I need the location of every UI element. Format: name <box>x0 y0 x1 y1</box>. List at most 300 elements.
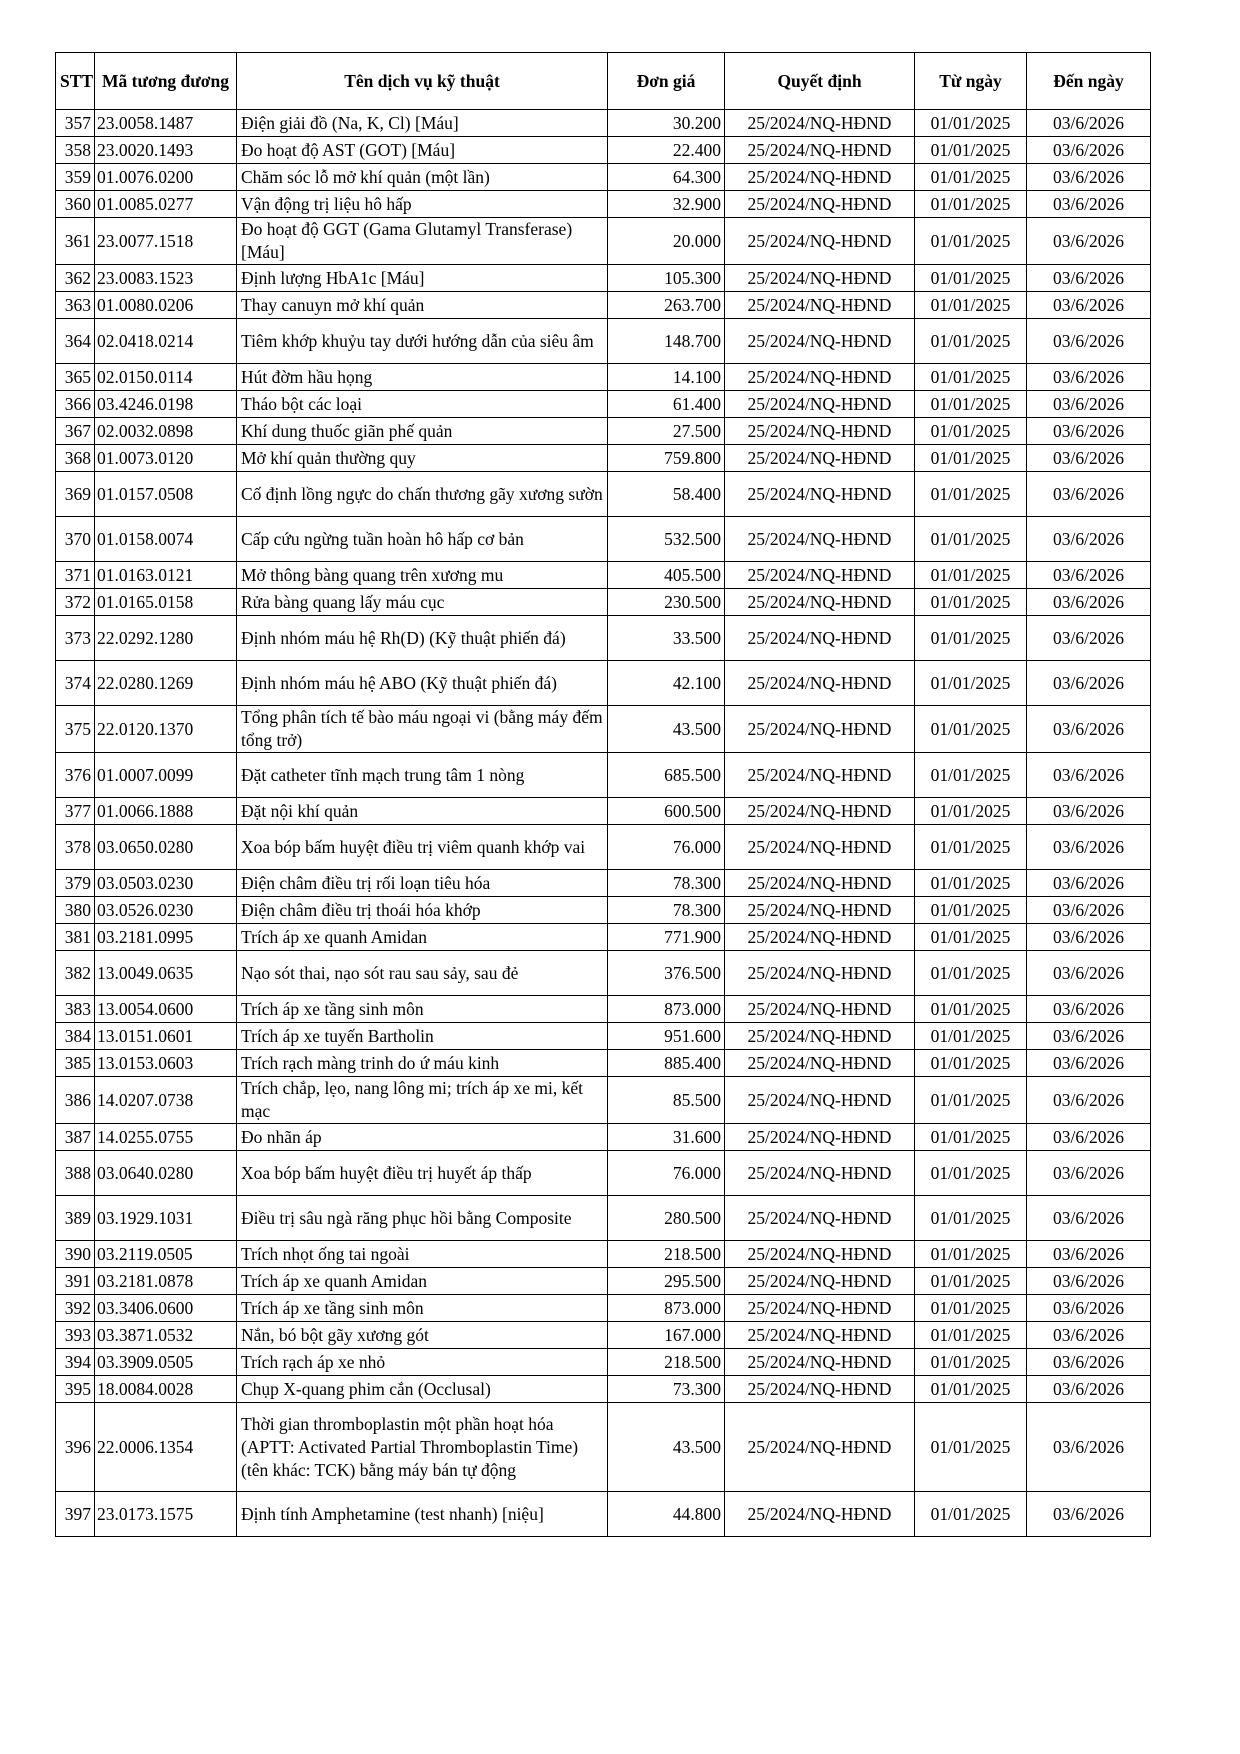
cell-code: 23.0020.1493 <box>95 137 237 164</box>
cell-to-date: 03/6/2026 <box>1027 616 1151 661</box>
table-row <box>56 191 1151 218</box>
header-name: Tên dịch vụ kỹ thuật <box>237 53 608 110</box>
cell-service-name: Chăm sóc lỗ mở khí quản (một lần) <box>237 164 608 191</box>
cell-decision: 25/2024/NQ-HĐND <box>725 1268 915 1295</box>
cell-stt: 388 <box>56 1151 95 1196</box>
cell-stt: 389 <box>56 1196 95 1241</box>
cell-to-date: 03/6/2026 <box>1027 319 1151 364</box>
table-row <box>56 706 1151 753</box>
cell-service-name: Đặt nội khí quản <box>237 798 608 825</box>
cell-decision: 25/2024/NQ-HĐND <box>725 1376 915 1403</box>
cell-stt: 362 <box>56 265 95 292</box>
cell-stt: 364 <box>56 319 95 364</box>
cell-to-date: 03/6/2026 <box>1027 825 1151 870</box>
cell-from-date: 01/01/2025 <box>915 1077 1027 1124</box>
cell-from-date: 01/01/2025 <box>915 110 1027 137</box>
cell-decision: 25/2024/NQ-HĐND <box>725 292 915 319</box>
cell-to-date: 03/6/2026 <box>1027 1124 1151 1151</box>
header-from: Từ ngày <box>915 53 1027 110</box>
cell-code: 23.0173.1575 <box>95 1492 237 1537</box>
cell-stt: 375 <box>56 706 95 753</box>
cell-stt: 365 <box>56 364 95 391</box>
cell-service-name: Điện châm điều trị rối loạn tiêu hóa <box>237 870 608 897</box>
cell-price: 78.300 <box>608 870 725 897</box>
cell-to-date: 03/6/2026 <box>1027 562 1151 589</box>
cell-service-name: Mở thông bàng quang trên xương mu <box>237 562 608 589</box>
table-row <box>56 589 1151 616</box>
cell-price: 873.000 <box>608 1295 725 1322</box>
cell-decision: 25/2024/NQ-HĐND <box>725 951 915 996</box>
cell-decision: 25/2024/NQ-HĐND <box>725 191 915 218</box>
cell-decision: 25/2024/NQ-HĐND <box>725 870 915 897</box>
table-row <box>56 418 1151 445</box>
table-row <box>56 1196 1151 1241</box>
cell-service-name: Trích rạch màng trinh do ứ máu kinh <box>237 1050 608 1077</box>
cell-stt: 391 <box>56 1268 95 1295</box>
cell-code: 22.0292.1280 <box>95 616 237 661</box>
table-row <box>56 1241 1151 1268</box>
cell-to-date: 03/6/2026 <box>1027 164 1151 191</box>
cell-price: 167.000 <box>608 1322 725 1349</box>
cell-to-date: 03/6/2026 <box>1027 1196 1151 1241</box>
cell-service-name: Trích áp xe quanh Amidan <box>237 1268 608 1295</box>
cell-stt: 393 <box>56 1322 95 1349</box>
cell-from-date: 01/01/2025 <box>915 1349 1027 1376</box>
cell-service-name: Xoa bóp bấm huyệt điều trị viêm quanh khớp vai <box>237 825 608 870</box>
cell-to-date: 03/6/2026 <box>1027 472 1151 517</box>
price-table <box>55 52 1151 1537</box>
cell-decision: 25/2024/NQ-HĐND <box>725 1124 915 1151</box>
cell-service-name: Tổng phân tích tế bào máu ngoại vi (bằng máy đếm tổng trở) <box>237 706 608 753</box>
cell-stt: 395 <box>56 1376 95 1403</box>
cell-service-name: Đo nhãn áp <box>237 1124 608 1151</box>
cell-stt: 386 <box>56 1077 95 1124</box>
cell-decision: 25/2024/NQ-HĐND <box>725 996 915 1023</box>
cell-service-name: Rửa bàng quang lấy máu cục <box>237 589 608 616</box>
cell-service-name: Đặt catheter tĩnh mạch trung tâm 1 nòng <box>237 753 608 798</box>
cell-price: 295.500 <box>608 1268 725 1295</box>
cell-price: 85.500 <box>608 1077 725 1124</box>
cell-code: 13.0049.0635 <box>95 951 237 996</box>
cell-from-date: 01/01/2025 <box>915 1322 1027 1349</box>
cell-to-date: 03/6/2026 <box>1027 1241 1151 1268</box>
cell-from-date: 01/01/2025 <box>915 661 1027 706</box>
cell-to-date: 03/6/2026 <box>1027 1151 1151 1196</box>
table-row <box>56 137 1151 164</box>
cell-to-date: 03/6/2026 <box>1027 798 1151 825</box>
cell-from-date: 01/01/2025 <box>915 1196 1027 1241</box>
table-row <box>56 1295 1151 1322</box>
cell-stt: 377 <box>56 798 95 825</box>
cell-service-name: Đo hoạt độ AST (GOT) [Máu] <box>237 137 608 164</box>
cell-decision: 25/2024/NQ-HĐND <box>725 1023 915 1050</box>
cell-from-date: 01/01/2025 <box>915 364 1027 391</box>
cell-code: 02.0150.0114 <box>95 364 237 391</box>
table-body <box>56 110 1151 1537</box>
cell-price: 148.700 <box>608 319 725 364</box>
cell-from-date: 01/01/2025 <box>915 137 1027 164</box>
cell-code: 03.0526.0230 <box>95 897 237 924</box>
cell-service-name: Cố định lồng ngực do chấn thương gãy xương sườn <box>237 472 608 517</box>
cell-from-date: 01/01/2025 <box>915 1295 1027 1322</box>
cell-from-date: 01/01/2025 <box>915 445 1027 472</box>
cell-decision: 25/2024/NQ-HĐND <box>725 1492 915 1537</box>
cell-service-name: Mở khí quản thường quy <box>237 445 608 472</box>
cell-from-date: 01/01/2025 <box>915 164 1027 191</box>
cell-from-date: 01/01/2025 <box>915 1403 1027 1492</box>
cell-decision: 25/2024/NQ-HĐND <box>725 825 915 870</box>
cell-stt: 374 <box>56 661 95 706</box>
cell-decision: 25/2024/NQ-HĐND <box>725 897 915 924</box>
cell-from-date: 01/01/2025 <box>915 517 1027 562</box>
cell-stt: 392 <box>56 1295 95 1322</box>
cell-decision: 25/2024/NQ-HĐND <box>725 472 915 517</box>
cell-from-date: 01/01/2025 <box>915 1376 1027 1403</box>
cell-decision: 25/2024/NQ-HĐND <box>725 1050 915 1077</box>
cell-code: 22.0120.1370 <box>95 706 237 753</box>
cell-code: 23.0077.1518 <box>95 218 237 265</box>
cell-from-date: 01/01/2025 <box>915 292 1027 319</box>
table-row <box>56 292 1151 319</box>
cell-price: 376.500 <box>608 951 725 996</box>
cell-code: 03.0503.0230 <box>95 870 237 897</box>
cell-stt: 373 <box>56 616 95 661</box>
document-page <box>55 52 1150 1537</box>
table-row <box>56 164 1151 191</box>
cell-stt: 378 <box>56 825 95 870</box>
cell-decision: 25/2024/NQ-HĐND <box>725 164 915 191</box>
cell-price: 280.500 <box>608 1196 725 1241</box>
cell-stt: 379 <box>56 870 95 897</box>
cell-from-date: 01/01/2025 <box>915 870 1027 897</box>
cell-to-date: 03/6/2026 <box>1027 1050 1151 1077</box>
cell-code: 02.0418.0214 <box>95 319 237 364</box>
cell-price: 20.000 <box>608 218 725 265</box>
cell-price: 885.400 <box>608 1050 725 1077</box>
cell-to-date: 03/6/2026 <box>1027 870 1151 897</box>
cell-service-name: Định nhóm máu hệ ABO (Kỹ thuật phiến đá) <box>237 661 608 706</box>
cell-from-date: 01/01/2025 <box>915 191 1027 218</box>
cell-to-date: 03/6/2026 <box>1027 1295 1151 1322</box>
header-price: Đơn giá <box>608 53 725 110</box>
cell-code: 01.0163.0121 <box>95 562 237 589</box>
cell-to-date: 03/6/2026 <box>1027 1492 1151 1537</box>
cell-decision: 25/2024/NQ-HĐND <box>725 1349 915 1376</box>
cell-to-date: 03/6/2026 <box>1027 137 1151 164</box>
header-to: Đến ngày <box>1027 53 1151 110</box>
cell-from-date: 01/01/2025 <box>915 753 1027 798</box>
cell-decision: 25/2024/NQ-HĐND <box>725 589 915 616</box>
table-row <box>56 1151 1151 1196</box>
cell-price: 218.500 <box>608 1241 725 1268</box>
cell-code: 14.0255.0755 <box>95 1124 237 1151</box>
cell-decision: 25/2024/NQ-HĐND <box>725 445 915 472</box>
cell-decision: 25/2024/NQ-HĐND <box>725 798 915 825</box>
cell-stt: 381 <box>56 924 95 951</box>
cell-to-date: 03/6/2026 <box>1027 1023 1151 1050</box>
cell-from-date: 01/01/2025 <box>915 472 1027 517</box>
cell-service-name: Điện châm điều trị thoái hóa khớp <box>237 897 608 924</box>
table-row <box>56 1349 1151 1376</box>
cell-to-date: 03/6/2026 <box>1027 1077 1151 1124</box>
cell-service-name: Thay canuyn mở khí quản <box>237 292 608 319</box>
cell-to-date: 03/6/2026 <box>1027 753 1151 798</box>
cell-decision: 25/2024/NQ-HĐND <box>725 517 915 562</box>
table-row <box>56 1268 1151 1295</box>
cell-code: 23.0083.1523 <box>95 265 237 292</box>
cell-to-date: 03/6/2026 <box>1027 951 1151 996</box>
cell-decision: 25/2024/NQ-HĐND <box>725 1151 915 1196</box>
cell-to-date: 03/6/2026 <box>1027 265 1151 292</box>
cell-service-name: Nạo sót thai, nạo sót rau sau sảy, sau đẻ <box>237 951 608 996</box>
table-row <box>56 924 1151 951</box>
cell-service-name: Vận động trị liệu hô hấp <box>237 191 608 218</box>
cell-stt: 366 <box>56 391 95 418</box>
table-row <box>56 1322 1151 1349</box>
cell-from-date: 01/01/2025 <box>915 1124 1027 1151</box>
cell-stt: 360 <box>56 191 95 218</box>
cell-price: 44.800 <box>608 1492 725 1537</box>
cell-price: 42.100 <box>608 661 725 706</box>
cell-from-date: 01/01/2025 <box>915 996 1027 1023</box>
cell-price: 405.500 <box>608 562 725 589</box>
cell-service-name: Tiêm khớp khuỷu tay dưới hướng dẫn của siêu âm <box>237 319 608 364</box>
cell-code: 03.2119.0505 <box>95 1241 237 1268</box>
cell-service-name: Trích nhọt ống tai ngoài <box>237 1241 608 1268</box>
cell-code: 03.3871.0532 <box>95 1322 237 1349</box>
cell-to-date: 03/6/2026 <box>1027 517 1151 562</box>
cell-decision: 25/2024/NQ-HĐND <box>725 1241 915 1268</box>
cell-stt: 358 <box>56 137 95 164</box>
cell-service-name: Thời gian thromboplastin một phần hoạt hóa (APTT: Activated Partial Thromboplastin Time) (tên khác: TCK) bằng máy bán tự động <box>237 1403 608 1492</box>
cell-from-date: 01/01/2025 <box>915 1151 1027 1196</box>
cell-decision: 25/2024/NQ-HĐND <box>725 706 915 753</box>
table-row <box>56 798 1151 825</box>
cell-decision: 25/2024/NQ-HĐND <box>725 661 915 706</box>
cell-service-name: Định lượng HbA1c [Máu] <box>237 265 608 292</box>
cell-to-date: 03/6/2026 <box>1027 110 1151 137</box>
cell-price: 600.500 <box>608 798 725 825</box>
cell-service-name: Cấp cứu ngừng tuần hoàn hô hấp cơ bản <box>237 517 608 562</box>
cell-code: 03.2181.0995 <box>95 924 237 951</box>
cell-decision: 25/2024/NQ-HĐND <box>725 1403 915 1492</box>
table-row <box>56 1023 1151 1050</box>
table-row <box>56 517 1151 562</box>
cell-to-date: 03/6/2026 <box>1027 418 1151 445</box>
cell-service-name: Điều trị sâu ngà răng phục hồi bằng Composite <box>237 1196 608 1241</box>
cell-code: 03.0650.0280 <box>95 825 237 870</box>
cell-from-date: 01/01/2025 <box>915 897 1027 924</box>
cell-stt: 371 <box>56 562 95 589</box>
cell-stt: 376 <box>56 753 95 798</box>
cell-code: 13.0151.0601 <box>95 1023 237 1050</box>
cell-price: 230.500 <box>608 589 725 616</box>
cell-code: 03.0640.0280 <box>95 1151 237 1196</box>
cell-to-date: 03/6/2026 <box>1027 1268 1151 1295</box>
cell-code: 14.0207.0738 <box>95 1077 237 1124</box>
cell-stt: 380 <box>56 897 95 924</box>
cell-decision: 25/2024/NQ-HĐND <box>725 753 915 798</box>
cell-stt: 369 <box>56 472 95 517</box>
table-row <box>56 661 1151 706</box>
cell-to-date: 03/6/2026 <box>1027 445 1151 472</box>
cell-price: 14.100 <box>608 364 725 391</box>
cell-price: 43.500 <box>608 706 725 753</box>
cell-price: 873.000 <box>608 996 725 1023</box>
table-header-row <box>56 53 1151 110</box>
cell-price: 33.500 <box>608 616 725 661</box>
cell-price: 76.000 <box>608 1151 725 1196</box>
cell-to-date: 03/6/2026 <box>1027 897 1151 924</box>
cell-decision: 25/2024/NQ-HĐND <box>725 616 915 661</box>
cell-stt: 394 <box>56 1349 95 1376</box>
table-row <box>56 1077 1151 1124</box>
cell-from-date: 01/01/2025 <box>915 319 1027 364</box>
cell-decision: 25/2024/NQ-HĐND <box>725 137 915 164</box>
cell-code: 03.3406.0600 <box>95 1295 237 1322</box>
cell-stt: 387 <box>56 1124 95 1151</box>
cell-service-name: Định tính Amphetamine (test nhanh) [niệu] <box>237 1492 608 1537</box>
table-row <box>56 825 1151 870</box>
cell-service-name: Chụp X-quang phim cắn (Occlusal) <box>237 1376 608 1403</box>
cell-from-date: 01/01/2025 <box>915 562 1027 589</box>
cell-stt: 385 <box>56 1050 95 1077</box>
cell-decision: 25/2024/NQ-HĐND <box>725 1196 915 1241</box>
table-row <box>56 616 1151 661</box>
table-row <box>56 391 1151 418</box>
cell-to-date: 03/6/2026 <box>1027 292 1151 319</box>
cell-from-date: 01/01/2025 <box>915 1050 1027 1077</box>
cell-code: 01.0007.0099 <box>95 753 237 798</box>
cell-stt: 361 <box>56 218 95 265</box>
cell-code: 01.0076.0200 <box>95 164 237 191</box>
table-row <box>56 319 1151 364</box>
cell-code: 22.0280.1269 <box>95 661 237 706</box>
cell-code: 01.0080.0206 <box>95 292 237 319</box>
cell-service-name: Tháo bột các loại <box>237 391 608 418</box>
cell-code: 03.4246.0198 <box>95 391 237 418</box>
cell-from-date: 01/01/2025 <box>915 1241 1027 1268</box>
cell-price: 263.700 <box>608 292 725 319</box>
cell-decision: 25/2024/NQ-HĐND <box>725 218 915 265</box>
table-row <box>56 897 1151 924</box>
cell-decision: 25/2024/NQ-HĐND <box>725 418 915 445</box>
table-row <box>56 1403 1151 1492</box>
cell-to-date: 03/6/2026 <box>1027 589 1151 616</box>
cell-stt: 383 <box>56 996 95 1023</box>
cell-service-name: Trích áp xe tầng sinh môn <box>237 1295 608 1322</box>
table-row <box>56 996 1151 1023</box>
cell-code: 03.3909.0505 <box>95 1349 237 1376</box>
table-row <box>56 265 1151 292</box>
cell-from-date: 01/01/2025 <box>915 1492 1027 1537</box>
cell-to-date: 03/6/2026 <box>1027 364 1151 391</box>
cell-from-date: 01/01/2025 <box>915 218 1027 265</box>
cell-price: 78.300 <box>608 897 725 924</box>
cell-from-date: 01/01/2025 <box>915 798 1027 825</box>
cell-stt: 397 <box>56 1492 95 1537</box>
table-row <box>56 364 1151 391</box>
table-row <box>56 1376 1151 1403</box>
table-row <box>56 951 1151 996</box>
cell-stt: 382 <box>56 951 95 996</box>
cell-decision: 25/2024/NQ-HĐND <box>725 265 915 292</box>
table-row <box>56 1492 1151 1537</box>
cell-price: 30.200 <box>608 110 725 137</box>
cell-service-name: Trích áp xe tuyến Bartholin <box>237 1023 608 1050</box>
cell-to-date: 03/6/2026 <box>1027 661 1151 706</box>
cell-price: 759.800 <box>608 445 725 472</box>
cell-decision: 25/2024/NQ-HĐND <box>725 924 915 951</box>
cell-from-date: 01/01/2025 <box>915 1023 1027 1050</box>
cell-decision: 25/2024/NQ-HĐND <box>725 562 915 589</box>
cell-to-date: 03/6/2026 <box>1027 191 1151 218</box>
cell-code: 01.0085.0277 <box>95 191 237 218</box>
cell-price: 73.300 <box>608 1376 725 1403</box>
table-row <box>56 445 1151 472</box>
cell-price: 532.500 <box>608 517 725 562</box>
cell-decision: 25/2024/NQ-HĐND <box>725 391 915 418</box>
table-row <box>56 472 1151 517</box>
cell-code: 01.0073.0120 <box>95 445 237 472</box>
cell-stt: 357 <box>56 110 95 137</box>
cell-stt: 390 <box>56 1241 95 1268</box>
header-stt: STT <box>56 53 95 110</box>
cell-decision: 25/2024/NQ-HĐND <box>725 319 915 364</box>
cell-from-date: 01/01/2025 <box>915 1268 1027 1295</box>
cell-service-name: Trích áp xe tầng sinh môn <box>237 996 608 1023</box>
table-row <box>56 870 1151 897</box>
cell-to-date: 03/6/2026 <box>1027 1403 1151 1492</box>
cell-to-date: 03/6/2026 <box>1027 391 1151 418</box>
cell-price: 27.500 <box>608 418 725 445</box>
cell-decision: 25/2024/NQ-HĐND <box>725 1295 915 1322</box>
table-row <box>56 218 1151 265</box>
header-decision: Quyết định <box>725 53 915 110</box>
cell-from-date: 01/01/2025 <box>915 418 1027 445</box>
cell-code: 13.0153.0603 <box>95 1050 237 1077</box>
cell-to-date: 03/6/2026 <box>1027 924 1151 951</box>
cell-code: 22.0006.1354 <box>95 1403 237 1492</box>
cell-to-date: 03/6/2026 <box>1027 1376 1151 1403</box>
cell-stt: 370 <box>56 517 95 562</box>
cell-decision: 25/2024/NQ-HĐND <box>725 364 915 391</box>
cell-price: 22.400 <box>608 137 725 164</box>
cell-service-name: Trích áp xe quanh Amidan <box>237 924 608 951</box>
cell-service-name: Trích chắp, lẹo, nang lông mi; trích áp xe mi, kết mạc <box>237 1077 608 1124</box>
cell-service-name: Khí dung thuốc giãn phế quản <box>237 418 608 445</box>
cell-price: 951.600 <box>608 1023 725 1050</box>
cell-stt: 384 <box>56 1023 95 1050</box>
cell-price: 61.400 <box>608 391 725 418</box>
cell-price: 43.500 <box>608 1403 725 1492</box>
cell-service-name: Nắn, bó bột gãy xương gót <box>237 1322 608 1349</box>
cell-code: 13.0054.0600 <box>95 996 237 1023</box>
cell-to-date: 03/6/2026 <box>1027 996 1151 1023</box>
cell-service-name: Hút đờm hầu họng <box>237 364 608 391</box>
cell-from-date: 01/01/2025 <box>915 951 1027 996</box>
cell-price: 685.500 <box>608 753 725 798</box>
cell-stt: 396 <box>56 1403 95 1492</box>
cell-from-date: 01/01/2025 <box>915 706 1027 753</box>
cell-service-name: Điện giải đồ (Na, K, Cl) [Máu] <box>237 110 608 137</box>
cell-decision: 25/2024/NQ-HĐND <box>725 1322 915 1349</box>
cell-service-name: Đo hoạt độ GGT (Gama Glutamyl Transferase) [Máu] <box>237 218 608 265</box>
table-row <box>56 753 1151 798</box>
table-row <box>56 1050 1151 1077</box>
cell-stt: 359 <box>56 164 95 191</box>
cell-from-date: 01/01/2025 <box>915 924 1027 951</box>
